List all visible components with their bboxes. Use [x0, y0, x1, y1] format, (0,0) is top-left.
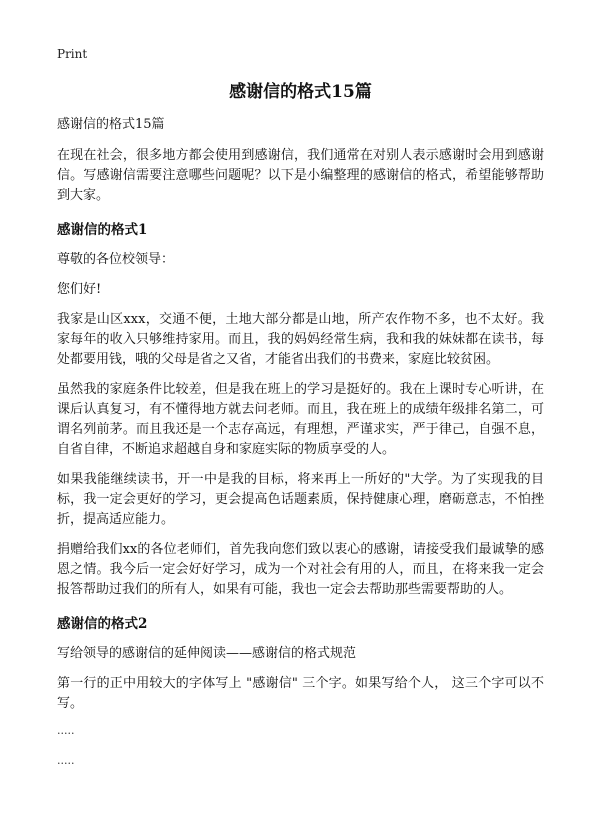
print-label: Print — [57, 47, 88, 61]
salutation: 您们好! — [57, 282, 102, 297]
section-heading-2: 感谢信的格式2 — [57, 616, 148, 632]
intro-paragraph: 在现在社会，很多地方都会使用到感谢信，我们通常在对别人表示感谢时会用到感谢信。写感谢信需要注意哪些问题呢？以下是小编整理的感谢信的格式，希望能够帮助到大家。 — [57, 148, 544, 203]
body-paragraph: 捐赠给我们xx的各位老师们，首先我向您们致以衷心的感谢，请接受我们最诚挚的感恩之情。我今后一定会好好学习，成为一个对社会有用的人，而且，在将来我一定会报答帮助过我们的所有人，如果有可能，我也一定会去帮助那些需要帮助的人。 — [57, 542, 544, 597]
ellipsis-marker: ..... — [57, 724, 75, 737]
body-paragraph: 写给领导的感谢信的延伸阅读——感谢信的格式规范 — [57, 646, 357, 661]
body-paragraph: 我家是山区xxx，交通不便，土地大部分都是山地，所产农作物不多，也不太好。我家每年的收入只够维持家用。而且，我的妈妈经常生病，我和我的妹妹都在读书，每处都要用钱，哦的父母是省之又省，才能省出我们的书费来，家庭比较贫困。 — [57, 312, 544, 367]
body-paragraph: 第一行的正中用较大的字体写上 "感谢信" 三个字。如果写给个人， 这三个字可以不写。 — [57, 676, 544, 711]
body-paragraph: 如果我能继续读书，开一中是我的目标，将来再上一所好的"大学。为了实现我的目标，我一定会更好的学习，更会提高色话题素质，保持健康心理，磨砺意志，不怕挫折，提高适应能力。 — [57, 472, 544, 527]
document-title: 感谢信的格式15篇 — [229, 82, 372, 102]
ellipsis-marker: ..... — [57, 754, 75, 767]
section-heading-1: 感谢信的格式1 — [57, 222, 148, 238]
body-paragraph: 虽然我的家庭条件比较差，但是我在班上的学习是挺好的。我在上课时专心听讲，在课后认真复习，有不懂得地方就去问老师。而且，我在班上的成绩年级排名第二，可谓名列前茅。而且我还是一个志存高远，有理想，严谨求实，严于律己，自强不息，自省自律，不断追求超越自身和家庭实际的物质享受的人。 — [57, 382, 544, 457]
document-subtitle: 感谢信的格式15篇 — [57, 117, 165, 132]
greeting: 尊敬的各位校领导： — [57, 252, 175, 267]
